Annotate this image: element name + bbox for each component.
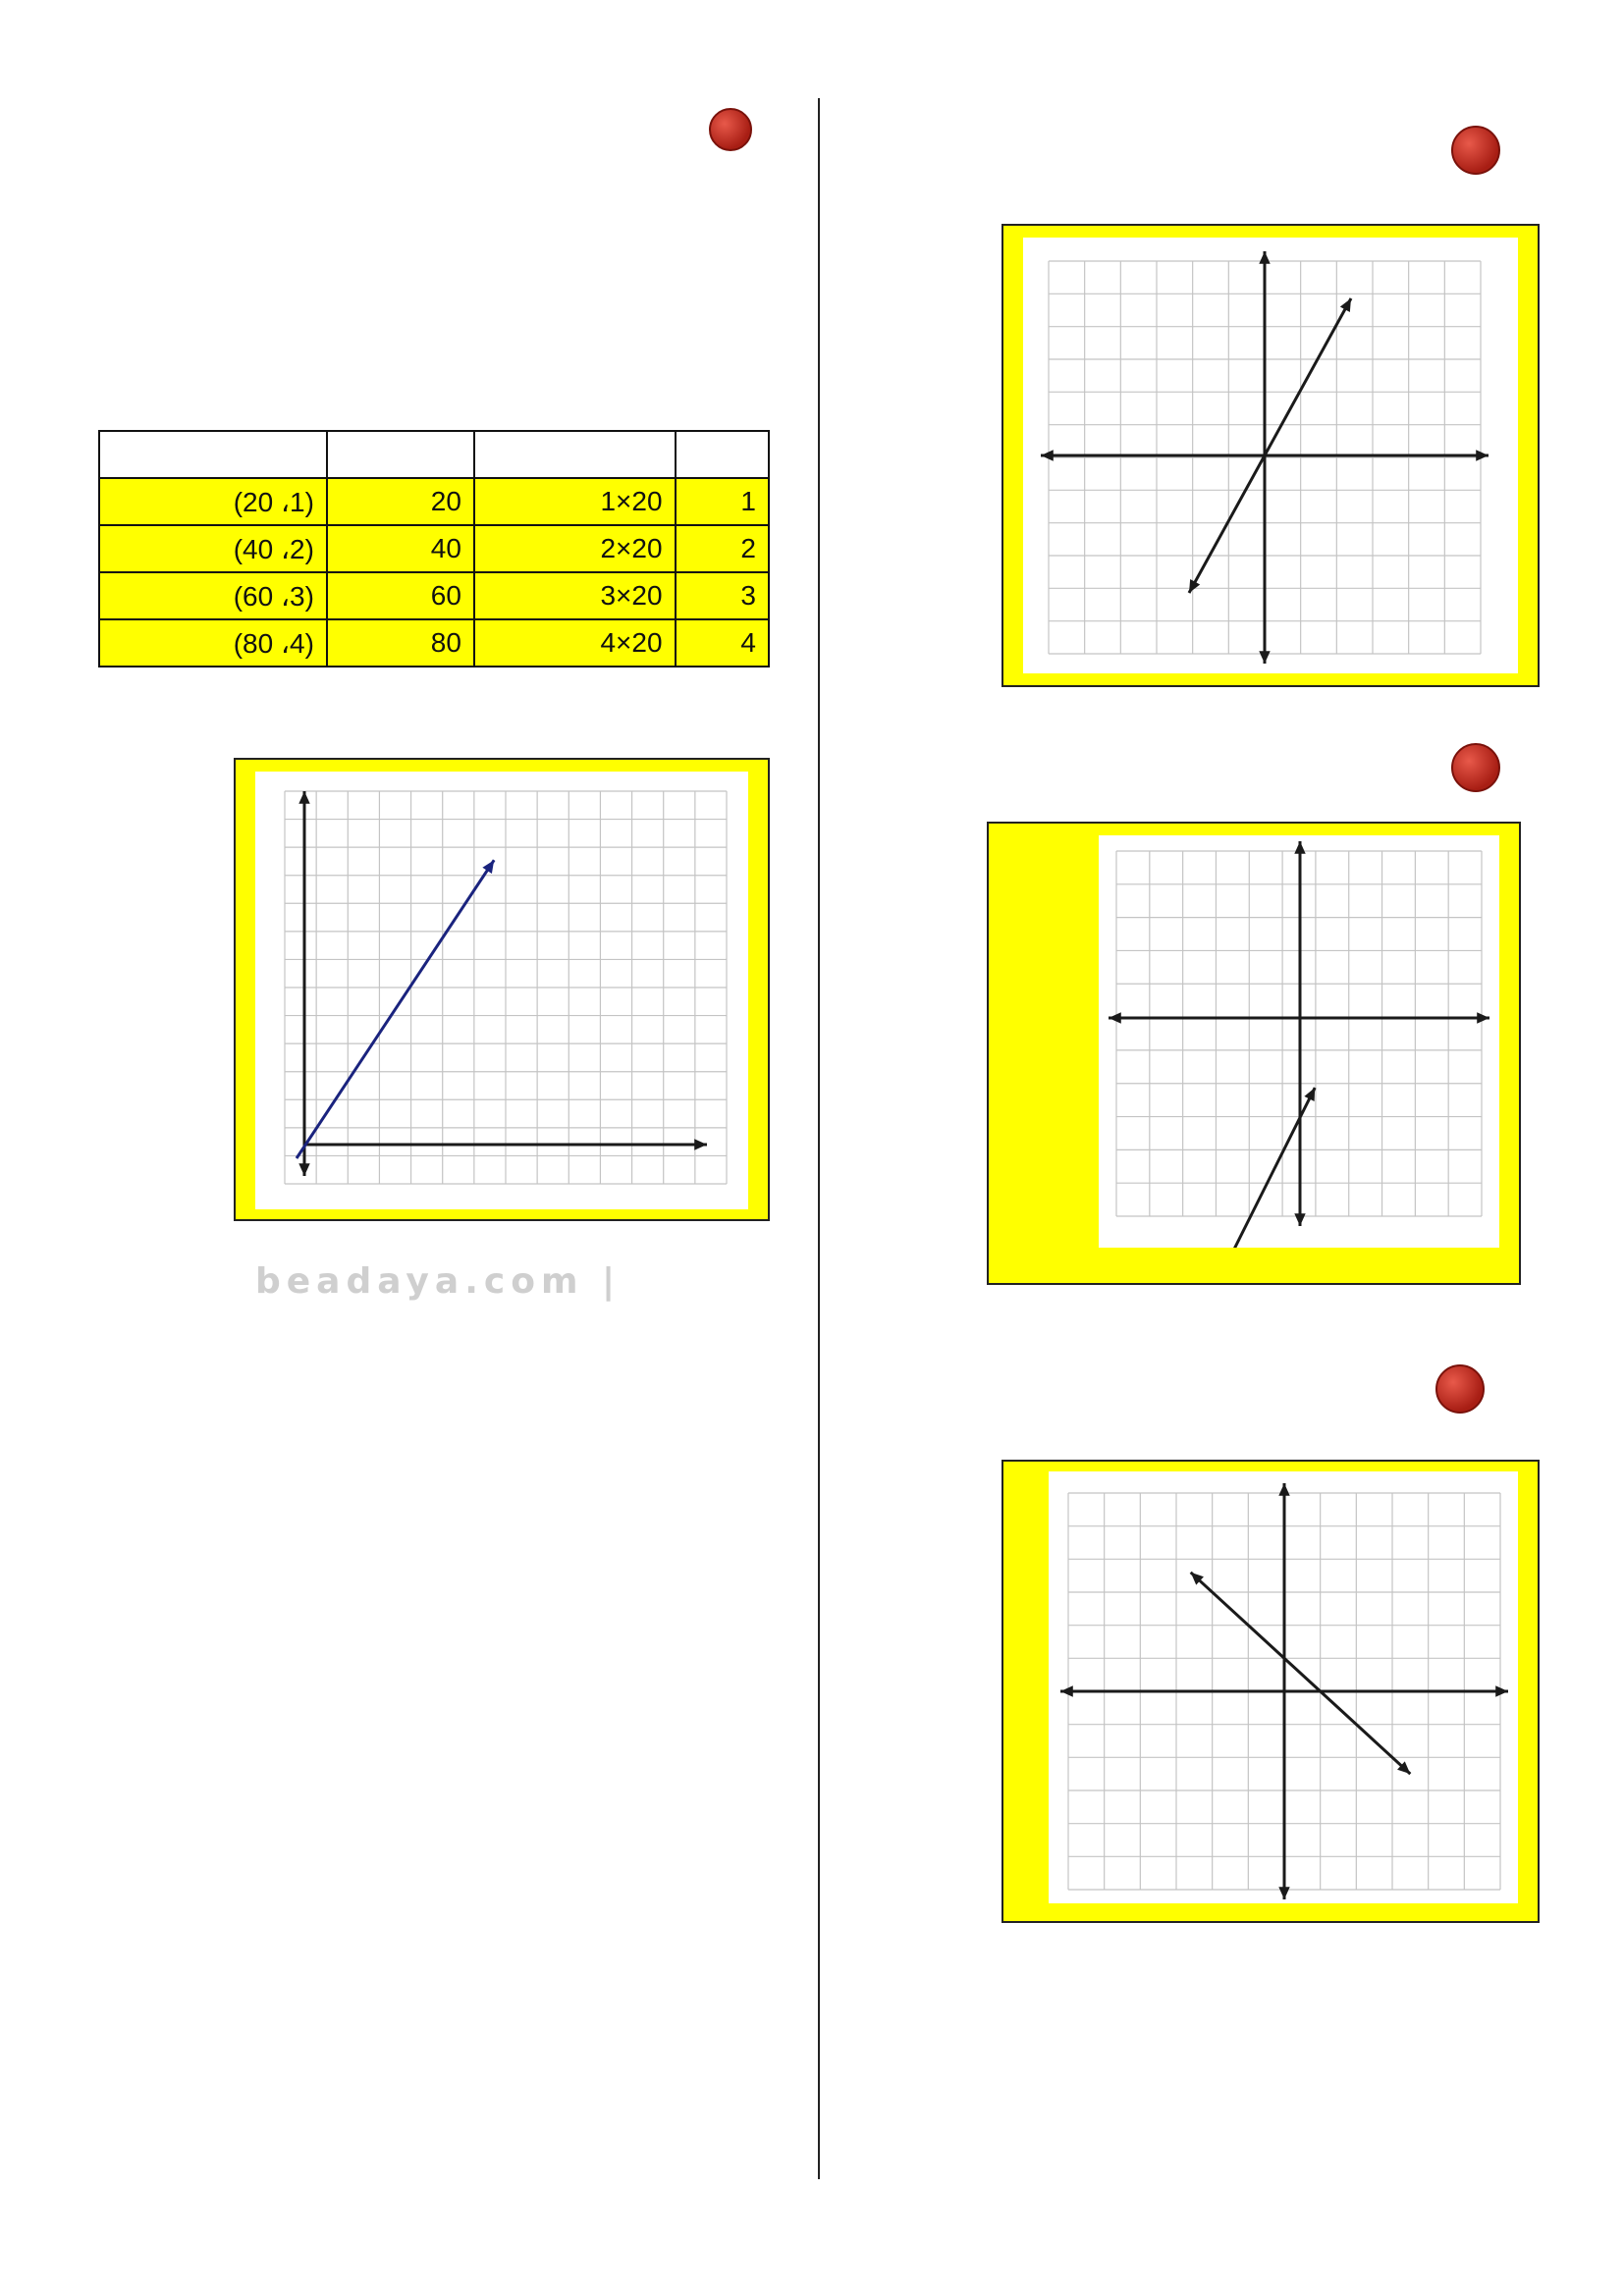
table-row [99, 619, 769, 667]
table-header-cell [327, 431, 474, 478]
y-axis-arrowhead-start [1294, 1213, 1305, 1226]
problem-22-graph [1099, 835, 1499, 1248]
y-axis-arrowhead-start [1259, 651, 1270, 664]
x-axis-arrowhead-end [1476, 450, 1489, 460]
problem-21-coordinate-plane [1023, 238, 1518, 673]
table-cell: (4، 80) [99, 619, 327, 667]
table-row [99, 525, 769, 572]
column-divider [818, 98, 820, 2179]
function-line-arrowhead-end [482, 860, 494, 874]
y-axis-arrowhead-end [1278, 1483, 1289, 1496]
function-line [1191, 1573, 1411, 1774]
problem-24-number [709, 108, 752, 151]
table-cell: (2، 40) [99, 525, 327, 572]
table-cell: 20×4 [474, 619, 676, 667]
table-cell: 40 [327, 525, 474, 572]
problem-21-graph-frame [1001, 224, 1540, 687]
problem-24-coordinate-plane [255, 772, 748, 1209]
table-cell: 80 [327, 619, 474, 667]
x-axis-arrowhead-start [1060, 1685, 1073, 1696]
y-axis-arrowhead-end [1294, 841, 1305, 854]
x-axis-arrowhead-end [1495, 1685, 1508, 1696]
y-axis-arrowhead-start [298, 1163, 309, 1176]
table-cell: 4 [676, 619, 769, 667]
problem-24-table [98, 430, 770, 667]
table-cell: 3 [676, 572, 769, 619]
table-header-cell [676, 431, 769, 478]
table-row [99, 478, 769, 525]
table-cell: (1، 20) [99, 478, 327, 525]
x-axis-arrowhead-start [1041, 450, 1054, 460]
table-header-cell [474, 431, 676, 478]
problem-23-coordinate-plane [1049, 1471, 1518, 1903]
x-axis-arrowhead-end [694, 1139, 707, 1149]
table-cell: (3، 60) [99, 572, 327, 619]
problem-23-graph [1049, 1471, 1518, 1903]
function-line [1189, 298, 1351, 593]
problem-23-number [1435, 1364, 1485, 1414]
table-cell: 1 [676, 478, 769, 525]
problem-24-graph-frame [234, 758, 770, 1221]
table-cell: 20 [327, 478, 474, 525]
table-cell: 20×1 [474, 478, 676, 525]
table-row [99, 572, 769, 619]
table-cell: 2 [676, 525, 769, 572]
table-header-cell [99, 431, 327, 478]
table-cell: 20×2 [474, 525, 676, 572]
problem-22-number [1451, 743, 1500, 792]
table-cell: 60 [327, 572, 474, 619]
x-axis-arrowhead-start [1109, 1012, 1121, 1023]
problem-24-graph [255, 772, 748, 1209]
problem-21-graph [1023, 238, 1518, 673]
table-cell: 20×3 [474, 572, 676, 619]
problem-22-graph-frame [987, 822, 1521, 1285]
y-axis-arrowhead-start [1278, 1887, 1289, 1899]
problem-21-number [1451, 126, 1500, 175]
x-axis-arrowhead-end [1477, 1012, 1489, 1023]
table-header-row [99, 431, 769, 478]
watermark-site: beadaya.com [255, 1261, 584, 1302]
y-axis-arrowhead-end [1259, 251, 1270, 264]
y-axis-arrowhead-end [298, 791, 309, 804]
watermark-text [255, 1261, 621, 1302]
function-line [297, 860, 494, 1158]
problem-22-coordinate-plane [1099, 835, 1499, 1248]
watermark-separator: | [602, 1261, 622, 1302]
problem-23-graph-frame [1001, 1460, 1540, 1923]
